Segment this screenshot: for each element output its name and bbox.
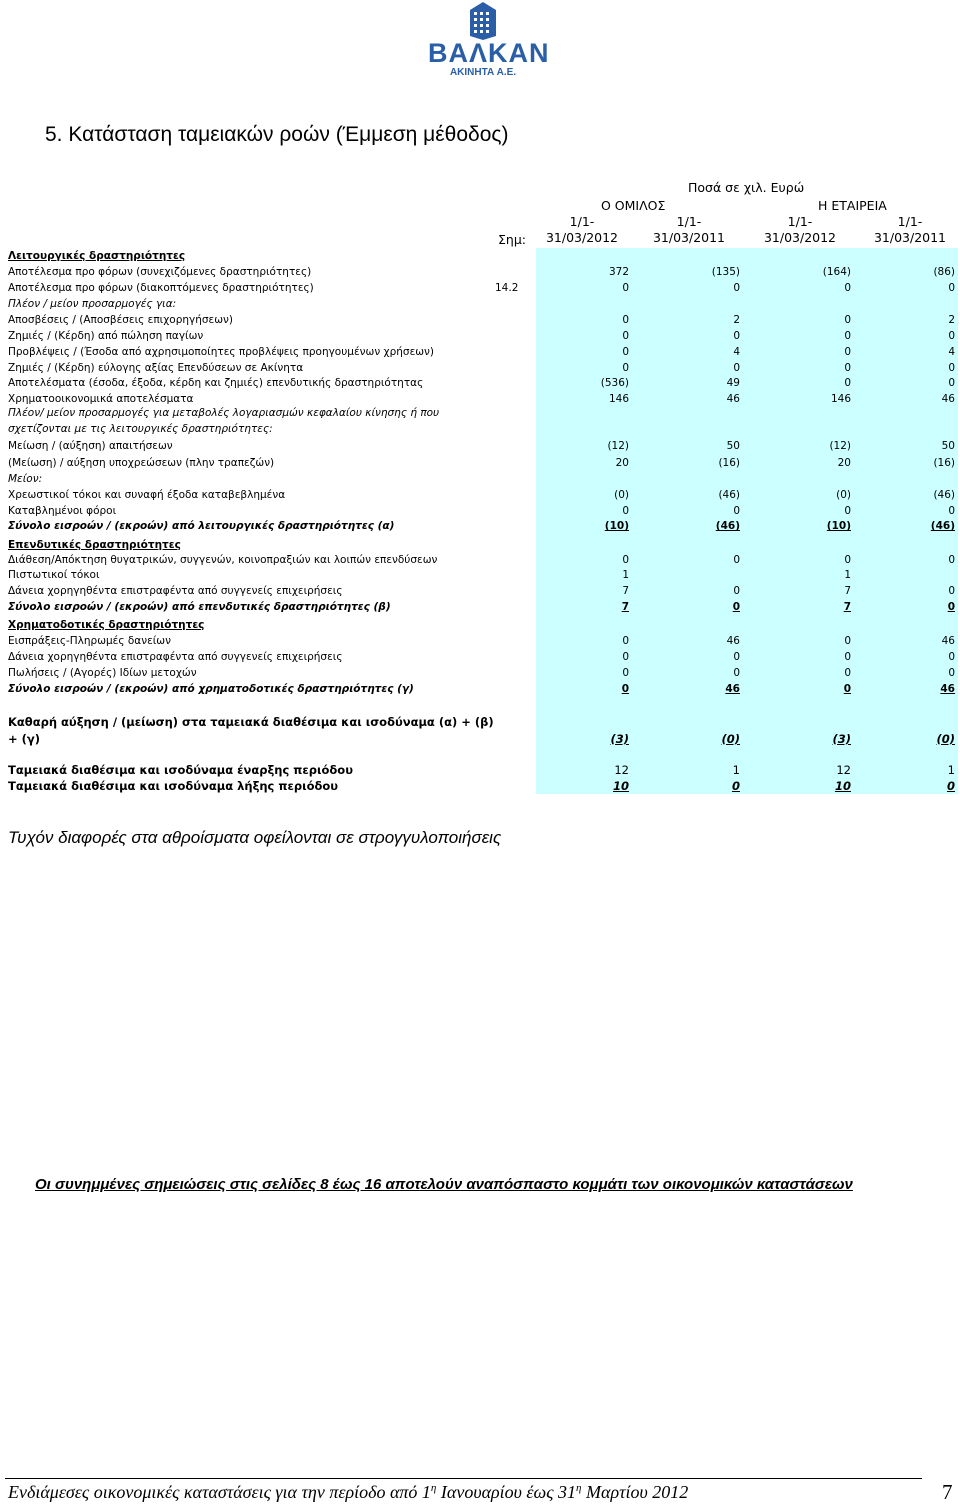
value-cell: 0 — [622, 282, 629, 294]
row-label: Σύνολο εισροών / (εκροών) από χρηματοδοτικές δραστηριότητες (γ) — [8, 683, 414, 695]
row-label: Ταμειακά διαθέσιμα και ισοδύναμα έναρξης περιόδου — [8, 763, 353, 777]
row-label: Χρεωστικοί τόκοι και συναφή έξοδα καταβεβλημένα — [8, 489, 286, 501]
value-cell: 50 — [941, 440, 955, 452]
row-label: Αποτελέσματα (έσοδα, έξοδα, κέρδη και ζημιές) επενδυτικής δραστηριότητας — [8, 377, 424, 389]
value-cell: 0 — [948, 282, 955, 294]
note-header: Σημ: — [498, 232, 526, 247]
row-label: Σύνολο εισροών / (εκροών) από λειτουργικές δραστηριότητες (α) — [8, 520, 395, 532]
value-cell: 0 — [622, 330, 629, 342]
value-cell: 46 — [726, 393, 740, 405]
value-cell: 0 — [844, 651, 851, 663]
value-cell: 1 — [947, 763, 955, 777]
value-cell: 0 — [622, 635, 629, 647]
page-footer: Ενδιάμεσες οικονομικές καταστάσεις για την περίοδο από $1^\eta$ Ιανουαρίου έως $31^\eta$ Μαρτίου 2012 — [8, 1482, 689, 1502]
value-cell: 0 — [947, 601, 955, 613]
value-cell: (46) — [715, 520, 740, 532]
value-cell: 0 — [844, 362, 851, 374]
value-cell: 0 — [844, 314, 851, 326]
value-cell: 0 — [948, 585, 955, 597]
value-cell: 49 — [726, 377, 740, 389]
period-header: 1/1- 31/03/2011 — [652, 214, 726, 245]
value-cell: 0 — [733, 667, 740, 679]
value-cell: 0 — [622, 554, 629, 566]
value-cell: 46 — [725, 683, 740, 695]
note-ref: 14.2 — [495, 282, 519, 294]
row-label: Αποτέλεσμα προ φόρων (διακοπτόμενες δραστηριότητες) — [8, 282, 314, 294]
value-cell: 0 — [733, 282, 740, 294]
value-cell: 4 — [948, 346, 955, 358]
row-label: Μείωση / (αύξηση) απαιτήσεων — [8, 440, 173, 452]
units-label: Ποσά σε χιλ. Ευρώ — [688, 180, 805, 195]
page-title: 5. Κατάσταση ταμειακών ροών (Έμμεση μέθοδος) — [45, 123, 509, 146]
value-cell: 146 — [608, 393, 629, 405]
period-header: 1/1- 31/03/2012 — [763, 214, 837, 245]
row-label: Ταμειακά διαθέσιμα και ισοδύναμα λήξης περιόδου — [8, 779, 339, 793]
value-cell: 0 — [844, 330, 851, 342]
value-cell: 0 — [948, 377, 955, 389]
row-label: Καθαρή αύξηση / (μείωση) στα ταμειακά διαθέσιμα και ισοδύναμα (α) + (β) — [8, 715, 494, 729]
value-cell: 0 — [733, 554, 740, 566]
value-cell: 10 — [612, 779, 629, 793]
row-label: Πιστωτικοί τόκοι — [8, 569, 100, 581]
value-cell: 20 — [615, 457, 629, 469]
row-label: Χρηματοοικονομικά αποτελέσματα — [8, 393, 194, 405]
row-label: σχετίζονται με τις λειτουργικές δραστηριότητες: — [8, 423, 273, 435]
logo-name: ΒΑΛΚΑΝ — [428, 38, 550, 68]
value-cell: 0 — [948, 554, 955, 566]
value-cell: 7 — [843, 601, 851, 613]
value-cell: 0 — [843, 683, 851, 695]
value-cell: 0 — [622, 346, 629, 358]
row-label: (Μείωση) / αύξηση υποχρεώσεων (πλην τραπεζών) — [8, 457, 275, 469]
value-cell: 20 — [837, 457, 851, 469]
value-cell: 0 — [733, 505, 740, 517]
value-cell: (12) — [829, 440, 851, 452]
value-cell: 46 — [941, 393, 955, 405]
row-label: Διάθεση/Απόκτηση θυγατρικών, συγγενών, κοινοπραξιών και λοιπών επενδύσεων — [8, 554, 438, 566]
value-cell: (12) — [607, 440, 629, 452]
value-cell: 0 — [844, 635, 851, 647]
value-cell: (86) — [933, 266, 955, 278]
value-cell: 4 — [733, 346, 740, 358]
row-label: Πωλήσεις / (Αγορές) Ιδίων μετοχών — [8, 667, 197, 679]
row-label: Επενδυτικές δραστηριότητες — [8, 539, 181, 551]
value-cell: 2 — [948, 314, 955, 326]
value-cell: 146 — [830, 393, 851, 405]
row-label: Σύνολο εισροών / (εκροών) από επενδυτικές δραστηριότητες (β) — [8, 601, 391, 613]
value-cell: (3) — [832, 732, 851, 746]
row-label: + (γ) — [8, 732, 40, 746]
rounding-note: Τυχόν διαφορές στα αθροίσματα οφείλονται σε στρογγυλοποιήσεις — [8, 828, 502, 847]
row-label: Καταβλημένοι φόροι — [8, 505, 117, 517]
value-cell: 0 — [948, 330, 955, 342]
row-label: Προβλέψεις / (Έσοδα από αχρησιμοποίητες προβλέψεις προηγουμένων χρήσεων) — [8, 346, 434, 358]
value-cell: (536) — [600, 377, 629, 389]
row-label: Ζημιές / (Κέρδη) από πώληση παγίων — [8, 330, 204, 342]
value-cell: 0 — [844, 505, 851, 517]
value-cell: 12 — [614, 763, 629, 777]
value-cell: (46) — [930, 520, 955, 532]
value-cell: 46 — [940, 683, 955, 695]
row-label: Ζημιές / (Κέρδη) εύλογης αξίας Επενδύσεων σε Ακίνητα — [8, 362, 304, 374]
value-cell: 10 — [834, 779, 851, 793]
value-cell: 0 — [733, 651, 740, 663]
value-cell: 1 — [622, 569, 629, 581]
group-header: Ο ΟΜΙΛΟΣ — [601, 198, 666, 213]
row-label: Πλέον / μείον προσαρμογές για: — [8, 298, 177, 310]
row-label: Λειτουργικές δραστηριότητες — [8, 250, 186, 262]
value-cell: (164) — [822, 266, 851, 278]
value-cell: 0 — [948, 651, 955, 663]
value-cell: 0 — [732, 601, 740, 613]
value-cell: (0) — [836, 489, 851, 501]
value-cell: 46 — [726, 635, 740, 647]
value-cell: 0 — [622, 505, 629, 517]
value-cell: (3) — [610, 732, 629, 746]
row-label: Δάνεια χορηγηθέντα επιστραφέντα από συγγενείς επιχειρήσεις — [8, 651, 343, 663]
value-cell: (10) — [826, 520, 851, 532]
row-label: Αποσβέσεις / (Αποσβέσεις επιχορηγήσεων) — [8, 314, 233, 326]
value-cell: 2 — [733, 314, 740, 326]
value-cell: 1 — [732, 763, 740, 777]
value-cell: 7 — [622, 585, 629, 597]
row-label: Πλέον/ μείον προσαρμογές για μεταβολές λογαριασμών κεφαλαίου κίνησης ή που — [8, 407, 440, 419]
value-cell: 0 — [844, 554, 851, 566]
row-label: Δάνεια χορηγηθέντα επιστραφέντα από συγγενείς επιχειρήσεις — [8, 585, 343, 597]
value-cell: 0 — [621, 683, 629, 695]
footer-divider — [5, 1478, 922, 1479]
value-cell: 372 — [608, 266, 629, 278]
period-header: 1/1- 31/03/2012 — [545, 214, 619, 245]
value-cell: (0) — [721, 732, 740, 746]
value-cell: 0 — [948, 362, 955, 374]
value-cell: (10) — [604, 520, 629, 532]
value-cell: 0 — [948, 667, 955, 679]
value-cell: 0 — [733, 585, 740, 597]
value-cell: 50 — [726, 440, 740, 452]
value-cell: (135) — [711, 266, 740, 278]
logo-subtitle: ΑΚΙΝΗΤΑ Α.Ε. — [449, 67, 517, 78]
value-cell: 0 — [844, 346, 851, 358]
value-cell: 1 — [844, 569, 851, 581]
value-cell: (16) — [718, 457, 740, 469]
row-label: Χρηματοδοτικές δραστηριότητες — [8, 619, 205, 631]
value-cell: 0 — [733, 362, 740, 374]
value-cell: 0 — [946, 779, 955, 793]
value-cell: 0 — [622, 651, 629, 663]
row-label: Εισπράξεις-Πληρωμές δανείων — [8, 635, 171, 647]
value-cell: 0 — [731, 779, 740, 793]
value-cell: (0) — [614, 489, 629, 501]
value-cell: 12 — [836, 763, 851, 777]
period-header: 1/1- 31/03/2011 — [873, 214, 947, 245]
value-cell: 0 — [844, 377, 851, 389]
value-cell: 0 — [844, 282, 851, 294]
value-cell: (46) — [718, 489, 740, 501]
value-cell: (46) — [933, 489, 955, 501]
value-cell: 0 — [733, 330, 740, 342]
value-cell: 7 — [621, 601, 629, 613]
row-label: Μείον: — [8, 473, 43, 485]
value-cell: 0 — [948, 505, 955, 517]
company-header: Η ΕΤΑΙΡΕΙΑ — [818, 198, 887, 213]
value-cell: (0) — [936, 732, 955, 746]
row-label: Αποτέλεσμα προ φόρων (συνεχιζόμενες δραστηριότητες) — [8, 266, 312, 278]
value-cell: 0 — [622, 667, 629, 679]
value-cell: (16) — [933, 457, 955, 469]
notes-statement: Οι συνημμένες σημειώσεις στις σελίδες 8 έως 16 αποτελούν αναπόσπαστο κομμάτι των οικονομικών καταστάσεων — [35, 1176, 853, 1193]
value-cell: 46 — [941, 635, 955, 647]
value-cell: 0 — [622, 362, 629, 374]
value-cell: 0 — [844, 667, 851, 679]
value-cell: 0 — [622, 314, 629, 326]
page-number: 7 — [942, 1480, 953, 1504]
value-cell: 7 — [844, 585, 851, 597]
